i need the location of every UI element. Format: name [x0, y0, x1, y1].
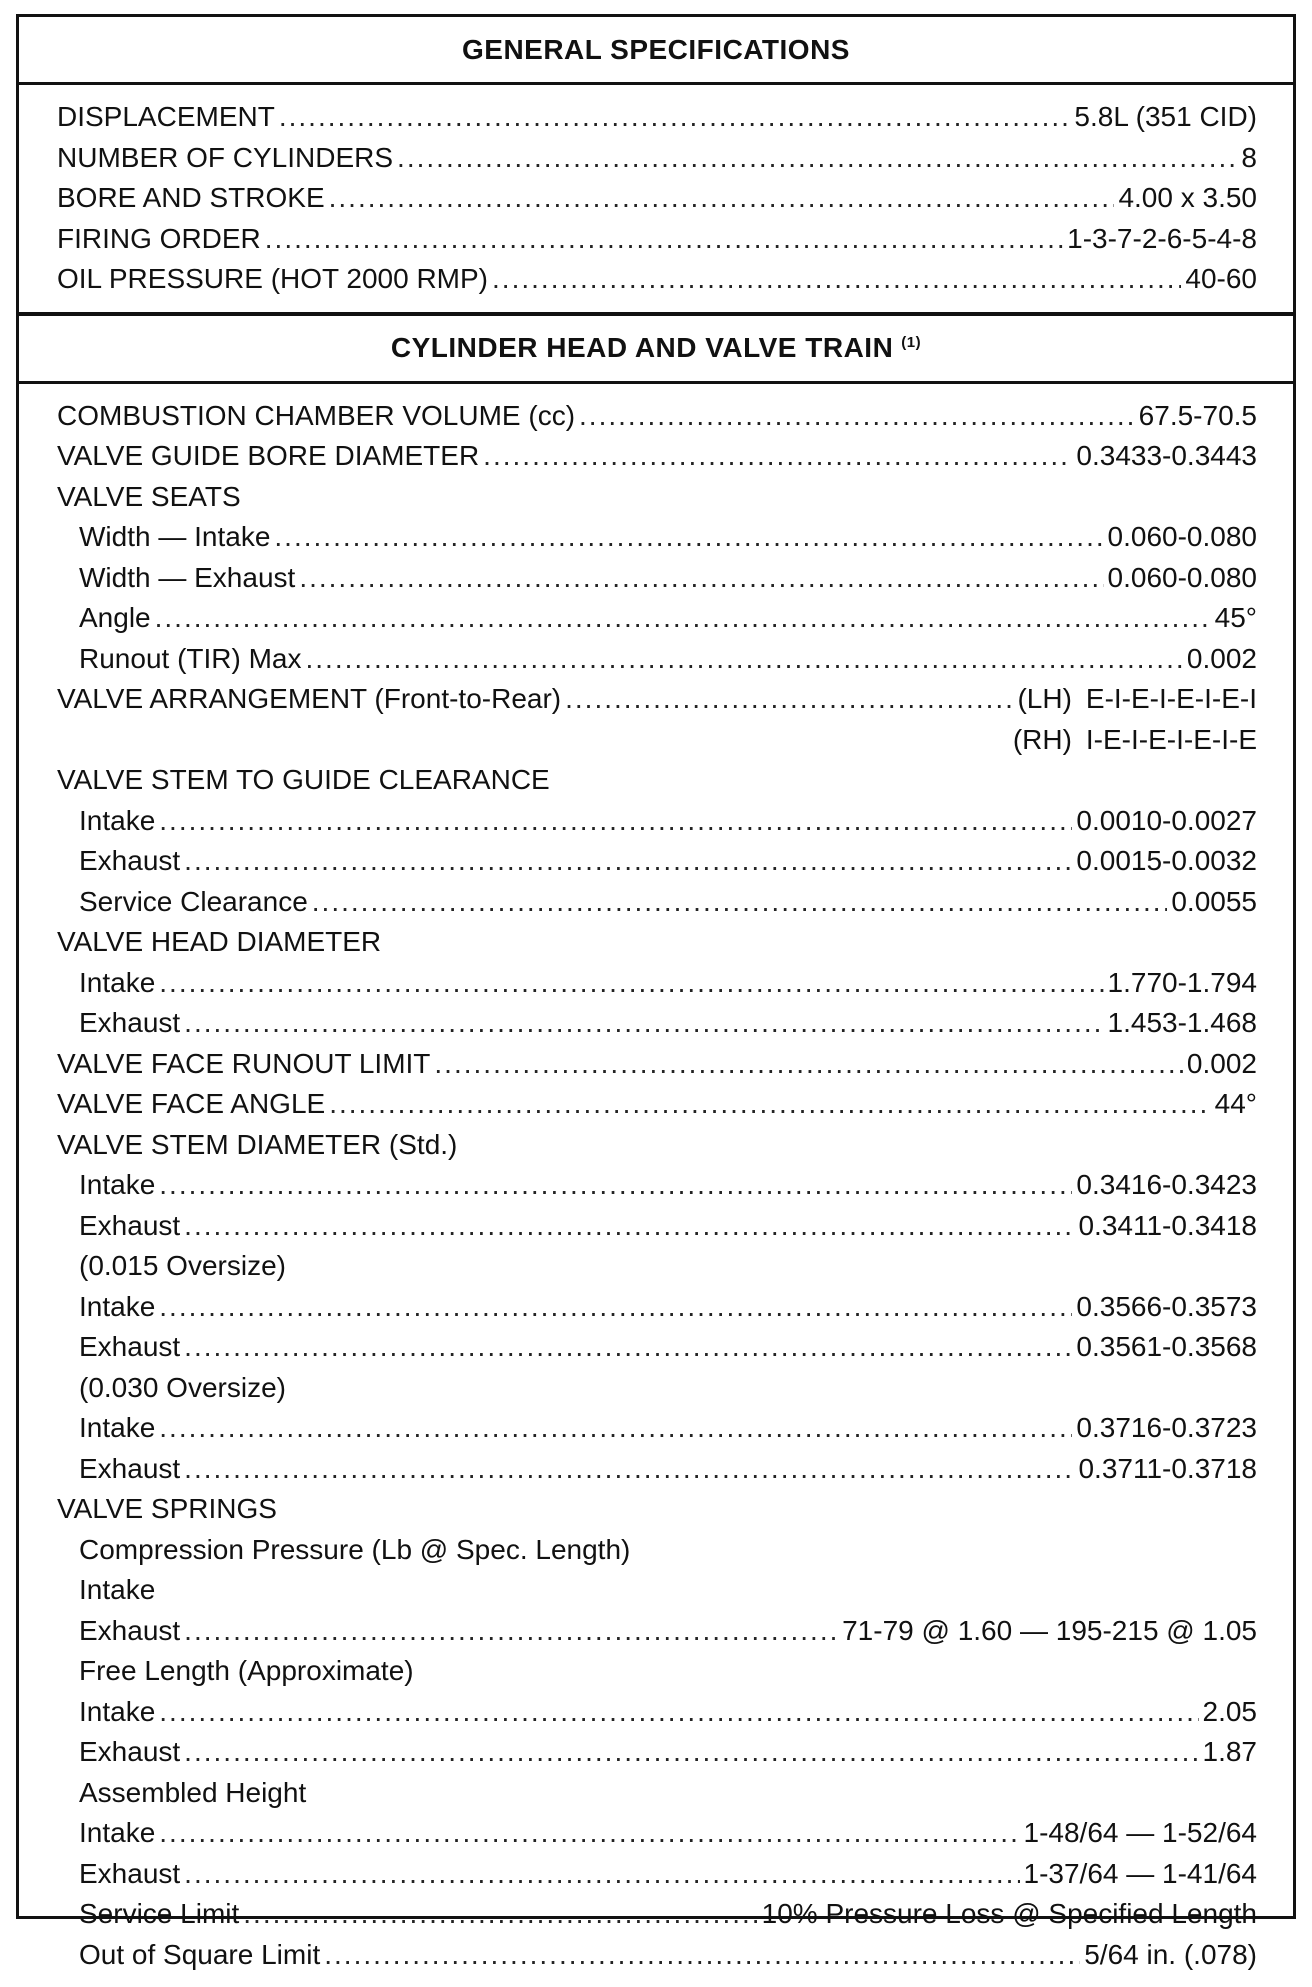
spec-group-label: (0.030 Oversize): [57, 1368, 286, 1409]
cylinder-head-header: [19, 316, 1293, 384]
spec-row: [57, 598, 1257, 639]
spec-row: [57, 558, 1257, 599]
spec-group-label: VALVE SEATS: [57, 477, 241, 518]
spec-row: [57, 178, 1257, 219]
bank-side-label: (RH): [1013, 724, 1072, 755]
spec-sheet: [16, 14, 1296, 1919]
spec-label: Intake: [57, 963, 155, 1004]
spec-label: Exhaust: [57, 1206, 180, 1247]
spec-value: 0.3716-0.3723: [1076, 1408, 1257, 1449]
spec-value: 1.770-1.794: [1108, 963, 1257, 1004]
spec-heading-row: [57, 1246, 1257, 1287]
spec-row: [57, 841, 1257, 882]
spec-label: Exhaust: [57, 841, 180, 882]
spec-label: Width — Exhaust: [57, 558, 295, 599]
spec-value: 5/64 in. (.078): [1084, 1935, 1257, 1976]
spec-group-label: Assembled Height: [57, 1773, 306, 1814]
spec-label: Service Limit: [57, 1894, 239, 1935]
spec-row: [57, 1327, 1257, 1368]
spec-value: 0.3566-0.3573: [1076, 1287, 1257, 1328]
spec-row: [57, 882, 1257, 923]
spec-label: Out of Square Limit: [57, 1935, 320, 1976]
spec-heading-row: [57, 1773, 1257, 1814]
spec-label: Exhaust: [57, 1854, 180, 1895]
spec-row: [57, 1206, 1257, 1247]
spec-row: [57, 436, 1257, 477]
spec-heading-row: [57, 1651, 1257, 1692]
spec-row: [57, 679, 1257, 720]
spec-label: VALVE GUIDE BORE DIAMETER: [57, 436, 479, 477]
general-specifications-header: [19, 17, 1293, 85]
spec-label: Width — Intake: [57, 517, 270, 558]
spec-value: 0.3433-0.3443: [1076, 436, 1257, 477]
spec-value: 0.0015-0.0032: [1076, 841, 1257, 882]
spec-label: FIRING ORDER: [57, 219, 261, 260]
spec-row: [57, 639, 1257, 680]
spec-value: 45°: [1215, 598, 1257, 639]
spec-row: [57, 1449, 1257, 1490]
spec-row: [57, 1935, 1257, 1976]
spec-value: 1-3-7-2-6-5-4-8: [1067, 219, 1257, 260]
spec-value: 0.3561-0.3568: [1076, 1327, 1257, 1368]
spec-label: Intake: [57, 1287, 155, 1328]
cylinder-head-body: [19, 384, 1293, 1987]
spec-row: [57, 1732, 1257, 1773]
spec-value: 2.05: [1203, 1692, 1258, 1733]
spec-row: [57, 1287, 1257, 1328]
spec-value: 0.002: [1187, 1044, 1257, 1085]
spec-group-label: VALVE STEM DIAMETER (Std.): [57, 1125, 457, 1166]
spec-label: Exhaust: [57, 1449, 180, 1490]
spec-group-label: VALVE STEM TO GUIDE CLEARANCE: [57, 760, 550, 801]
spec-label: BORE AND STROKE: [57, 178, 325, 219]
spec-label: Service Clearance: [57, 882, 308, 923]
spec-label: DISPLACEMENT: [57, 97, 275, 138]
general-specifications-body: [19, 85, 1293, 312]
spec-value: 0.0010-0.0027: [1076, 801, 1257, 842]
spec-label: Runout (TIR) Max: [57, 639, 302, 680]
spec-value: 71-79 @ 1.60 — 195-215 @ 1.05: [842, 1611, 1257, 1652]
bank-side-label: (LH): [1017, 683, 1071, 714]
spec-row: [57, 801, 1257, 842]
spec-row: [57, 396, 1257, 437]
spec-group-label: VALVE HEAD DIAMETER: [57, 922, 381, 963]
spec-label: COMBUSTION CHAMBER VOLUME (cc): [57, 396, 575, 437]
spec-row: [57, 219, 1257, 260]
spec-label: Exhaust: [57, 1003, 180, 1044]
spec-label: Intake: [57, 1408, 155, 1449]
spec-group-label: (0.015 Oversize): [57, 1246, 286, 1287]
spec-value: 0.3711-0.3718: [1078, 1449, 1257, 1490]
spec-row: [57, 1044, 1257, 1085]
spec-row: [57, 1611, 1257, 1652]
spec-row: [57, 963, 1257, 1004]
spec-value: 1.453-1.468: [1108, 1003, 1257, 1044]
general-specifications-title: GENERAL SPECIFICATIONS: [462, 34, 850, 66]
spec-label: VALVE ARRANGEMENT (Front-to-Rear): [57, 679, 561, 720]
spec-value: (LH) E-I-E-I-E-I-E-I: [1017, 679, 1257, 720]
spec-row: [57, 1084, 1257, 1125]
spec-row: [57, 1692, 1257, 1733]
spec-row: [57, 97, 1257, 138]
spec-group-label: VALVE SPRINGS: [57, 1489, 277, 1530]
spec-heading-row: [57, 1570, 1257, 1611]
spec-value: 40-60: [1185, 259, 1257, 300]
spec-value: 0.060-0.080: [1108, 558, 1257, 599]
spec-heading-row: [57, 1368, 1257, 1409]
spec-label: Exhaust: [57, 1732, 180, 1773]
spec-value: (RH) I-E-I-E-I-E-I-E: [1013, 720, 1257, 761]
spec-label: Angle: [57, 598, 151, 639]
spec-value: 0.060-0.080: [1108, 517, 1257, 558]
spec-label: Intake: [57, 1165, 155, 1206]
spec-row: [57, 1003, 1257, 1044]
spec-value: 4.00 x 3.50: [1118, 178, 1257, 219]
spec-value: 1.87: [1203, 1732, 1258, 1773]
spec-row: [57, 1894, 1257, 1935]
spec-label: Intake: [57, 1692, 155, 1733]
spec-value: 1-37/64 — 1-41/64: [1024, 1854, 1258, 1895]
spec-value: 0.3411-0.3418: [1078, 1206, 1257, 1247]
spec-row: [57, 1813, 1257, 1854]
spec-value: 5.8L (351 CID): [1074, 97, 1257, 138]
spec-heading-row: [57, 477, 1257, 518]
spec-row: [57, 517, 1257, 558]
spec-group-label: Free Length (Approximate): [57, 1651, 414, 1692]
spec-label: Intake: [57, 801, 155, 842]
spec-row: [57, 1854, 1257, 1895]
spec-value: 8: [1241, 138, 1257, 179]
spec-label: Exhaust: [57, 1611, 180, 1652]
spec-label: Intake: [57, 1570, 155, 1611]
spec-label: Exhaust: [57, 1327, 180, 1368]
spec-heading-row: [57, 1125, 1257, 1166]
footnote-marker: (1): [901, 334, 921, 351]
spec-value: 0.002: [1187, 639, 1257, 680]
spec-value: 0.3416-0.3423: [1076, 1165, 1257, 1206]
cylinder-head-title: CYLINDER HEAD AND VALVE TRAIN: [391, 332, 893, 364]
spec-heading-row: [57, 1489, 1257, 1530]
spec-heading-row: [57, 922, 1257, 963]
spec-row: [57, 259, 1257, 300]
spec-value: 67.5-70.5: [1139, 396, 1257, 437]
spec-row: [57, 1165, 1257, 1206]
spec-row: [57, 1408, 1257, 1449]
spec-label: VALVE FACE ANGLE: [57, 1084, 325, 1125]
spec-label: NUMBER OF CYLINDERS: [57, 138, 393, 179]
spec-value: 1-48/64 — 1-52/64: [1024, 1813, 1258, 1854]
spec-value: 0.0055: [1171, 882, 1257, 923]
spec-label: VALVE FACE RUNOUT LIMIT: [57, 1044, 430, 1085]
spec-label: Intake: [57, 1813, 155, 1854]
spec-heading-row: [57, 1530, 1257, 1571]
spec-label: OIL PRESSURE (HOT 2000 RMP): [57, 259, 488, 300]
spec-heading-row: [57, 760, 1257, 801]
spec-value: 10% Pressure Loss @ Specified Length: [762, 1894, 1257, 1935]
spec-group-label: Compression Pressure (Lb @ Spec. Length): [57, 1530, 630, 1571]
spec-row-continuation: [57, 720, 1257, 761]
spec-row: [57, 138, 1257, 179]
spec-value: 44°: [1215, 1084, 1257, 1125]
